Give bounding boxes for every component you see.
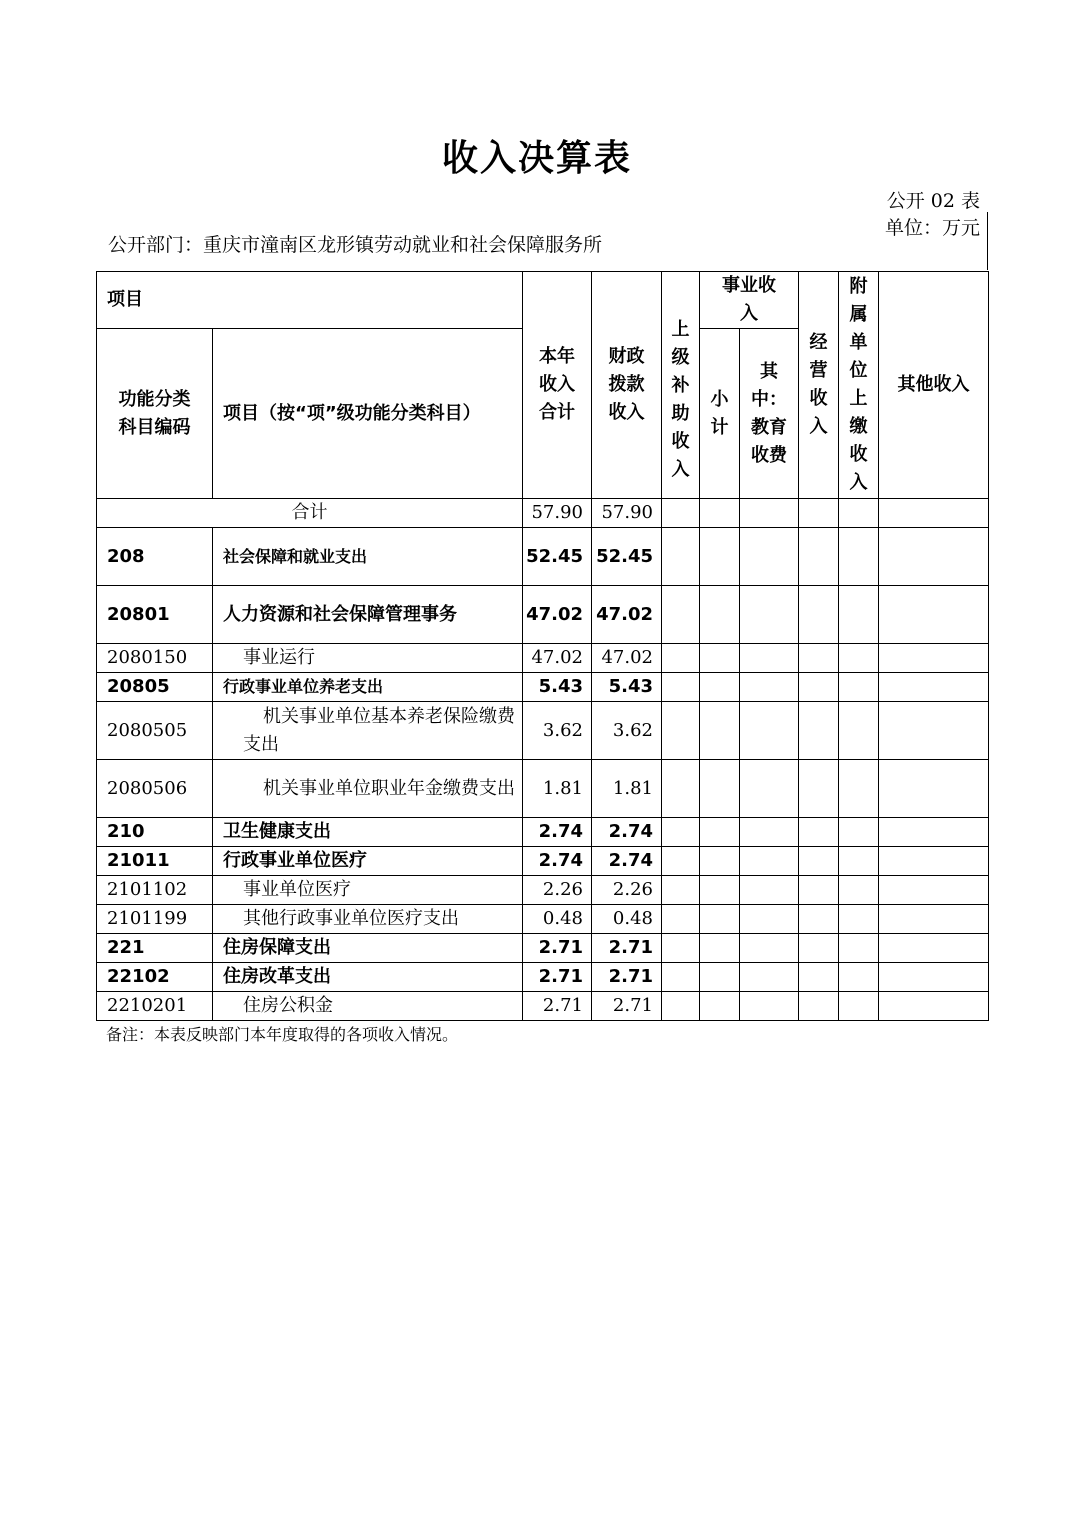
header-operating: 经营收入 (799, 272, 839, 499)
empty-cell (839, 934, 879, 963)
table-row (97, 963, 989, 992)
row-fiscal: 2.74 (592, 818, 662, 847)
row-fiscal: 52.45 (592, 528, 662, 586)
footnote: 备注：本表反映部门本年度取得的各项收入情况。 (106, 1025, 459, 1044)
table-row (97, 702, 989, 760)
empty-cell (799, 586, 839, 644)
table-row (97, 934, 989, 963)
header-affiliated: 附属单位上缴收入 (839, 272, 879, 499)
row-total: 2.26 (523, 876, 592, 905)
header-total-income: 本年收入合计 (523, 272, 592, 499)
row-code: 20805 (97, 673, 213, 702)
empty-cell (799, 934, 839, 963)
row-name: 卫生健康支出 (213, 818, 523, 847)
row-fiscal: 2.71 (592, 992, 662, 1021)
empty-cell (700, 992, 740, 1021)
empty-cell (879, 528, 989, 586)
empty-cell (879, 702, 989, 760)
empty-cell (879, 847, 989, 876)
empty-cell (839, 963, 879, 992)
row-fiscal: 2.71 (592, 963, 662, 992)
empty-cell (662, 673, 700, 702)
row-code: 2080150 (97, 644, 213, 673)
empty-cell (662, 818, 700, 847)
empty-cell (740, 963, 799, 992)
total-fiscal-value: 57.90 (592, 499, 662, 528)
table-row (97, 760, 989, 818)
row-total: 2.74 (523, 818, 592, 847)
header-project: 项目 (97, 272, 523, 329)
empty-cell (799, 992, 839, 1021)
row-total: 3.62 (523, 702, 592, 760)
empty-cell (799, 905, 839, 934)
empty-cell (700, 934, 740, 963)
row-name: 住房改革支出 (213, 963, 523, 992)
row-fiscal: 2.71 (592, 934, 662, 963)
empty-cell (740, 992, 799, 1021)
table-row (97, 818, 989, 847)
row-code: 221 (97, 934, 213, 963)
empty-cell (700, 760, 740, 818)
table-row (97, 876, 989, 905)
empty-cell (740, 818, 799, 847)
row-fiscal: 2.74 (592, 847, 662, 876)
header-edu-fee: 其中：教育收费 (740, 329, 799, 499)
empty-cell (662, 528, 700, 586)
table-row (97, 644, 989, 673)
empty-cell (879, 760, 989, 818)
empty-cell (740, 644, 799, 673)
table-row (97, 528, 989, 586)
row-name: 社会保障和就业支出 (213, 528, 523, 586)
empty-cell (740, 586, 799, 644)
table-row (97, 673, 989, 702)
empty-cell (662, 905, 700, 934)
empty-cell (662, 992, 700, 1021)
empty-cell (879, 963, 989, 992)
row-name: 其他行政事业单位医疗支出 (213, 905, 523, 934)
empty-cell (662, 702, 700, 760)
empty-cell (879, 673, 989, 702)
row-fiscal: 2.26 (592, 876, 662, 905)
header-superior: 上级补助收入 (662, 272, 700, 499)
row-name: 人力资源和社会保障管理事务 (213, 586, 523, 644)
row-fiscal: 5.43 (592, 673, 662, 702)
row-total: 47.02 (523, 586, 592, 644)
empty-cell (799, 876, 839, 905)
empty-cell (662, 760, 700, 818)
empty-cell (879, 586, 989, 644)
unit-label: 单位：万元 (884, 217, 980, 239)
row-name: 行政事业单位医疗 (213, 847, 523, 876)
empty-cell (700, 673, 740, 702)
row-fiscal: 47.02 (592, 644, 662, 673)
total-row (97, 499, 989, 528)
table-row (97, 905, 989, 934)
table-row (97, 586, 989, 644)
empty-cell (700, 644, 740, 673)
header-fiscal: 财政拨款收入 (592, 272, 662, 499)
empty-cell (700, 963, 740, 992)
empty-cell (662, 847, 700, 876)
empty-cell (740, 528, 799, 586)
row-code: 20801 (97, 586, 213, 644)
row-code: 2080506 (97, 760, 213, 818)
empty-cell (879, 905, 989, 934)
empty-cell (740, 876, 799, 905)
empty-cell (839, 528, 879, 586)
row-total: 5.43 (523, 673, 592, 702)
empty-cell (740, 702, 799, 760)
header-business: 事业收入 (700, 272, 799, 329)
empty-cell (839, 876, 879, 905)
empty-cell (700, 847, 740, 876)
empty-cell (700, 702, 740, 760)
empty-cell (879, 644, 989, 673)
empty-cell (740, 934, 799, 963)
row-name: 事业运行 (213, 644, 523, 673)
row-code: 2101102 (97, 876, 213, 905)
empty-cell (662, 644, 700, 673)
table-row (97, 847, 989, 876)
empty-cell (839, 818, 879, 847)
empty-cell (662, 876, 700, 905)
empty-cell (700, 818, 740, 847)
empty-cell (740, 760, 799, 818)
empty-cell (799, 847, 839, 876)
row-total: 47.02 (523, 644, 592, 673)
empty-cell (740, 673, 799, 702)
row-total: 2.71 (523, 963, 592, 992)
header-subtotal: 小计 (700, 329, 740, 499)
empty-cell (799, 673, 839, 702)
row-name: 机关事业单位基本养老保险缴费支出 (213, 702, 523, 760)
row-name: 机关事业单位职业年金缴费支出 (213, 760, 523, 818)
row-fiscal: 47.02 (592, 586, 662, 644)
empty-cell (740, 905, 799, 934)
row-total: 52.45 (523, 528, 592, 586)
empty-cell (700, 586, 740, 644)
empty-cell (700, 528, 740, 586)
empty-cell (879, 818, 989, 847)
empty-cell (662, 963, 700, 992)
empty-cell (839, 702, 879, 760)
empty-cell (839, 586, 879, 644)
row-name: 行政事业单位养老支出 (213, 673, 523, 702)
row-name: 住房保障支出 (213, 934, 523, 963)
form-number: 公开 02 表 (886, 190, 980, 212)
empty-cell (799, 818, 839, 847)
empty-cell (839, 644, 879, 673)
empty-cell (799, 760, 839, 818)
empty-cell (879, 876, 989, 905)
row-code: 21011 (97, 847, 213, 876)
row-fiscal: 3.62 (592, 702, 662, 760)
row-total: 2.71 (523, 934, 592, 963)
empty-cell (662, 934, 700, 963)
row-total: 2.71 (523, 992, 592, 1021)
row-total: 0.48 (523, 905, 592, 934)
row-name: 事业单位医疗 (213, 876, 523, 905)
header-func-code: 功能分类科目编码 (97, 329, 213, 499)
row-code: 2210201 (97, 992, 213, 1021)
row-name: 住房公积金 (213, 992, 523, 1021)
row-code: 22102 (97, 963, 213, 992)
empty-cell (839, 905, 879, 934)
empty-cell (700, 876, 740, 905)
empty-cell (799, 702, 839, 760)
empty-cell (799, 528, 839, 586)
total-income-value: 57.90 (523, 499, 592, 528)
empty-cell (879, 992, 989, 1021)
empty-cell (839, 992, 879, 1021)
income-table (96, 271, 989, 1021)
empty-cell (740, 847, 799, 876)
row-code: 210 (97, 818, 213, 847)
row-fiscal: 0.48 (592, 905, 662, 934)
row-total: 1.81 (523, 760, 592, 818)
total-label: 合计 (97, 499, 523, 528)
empty-cell (799, 644, 839, 673)
row-total: 2.74 (523, 847, 592, 876)
empty-cell (662, 586, 700, 644)
empty-cell (839, 847, 879, 876)
unit-divider (987, 212, 988, 270)
empty-cell (799, 963, 839, 992)
empty-cell (700, 905, 740, 934)
row-fiscal: 1.81 (592, 760, 662, 818)
row-code: 208 (97, 528, 213, 586)
header-item-name: 项目（按“项”级功能分类科目） (213, 329, 523, 499)
empty-cell (879, 934, 989, 963)
page-title: 收入决算表 (441, 138, 632, 179)
header-other: 其他收入 (879, 272, 989, 499)
department-label: 公开部门：重庆市潼南区龙形镇劳动就业和社会保障服务所 (108, 234, 603, 256)
table-row (97, 992, 989, 1021)
empty-cell (839, 673, 879, 702)
row-code: 2080505 (97, 702, 213, 760)
empty-cell (839, 760, 879, 818)
row-code: 2101199 (97, 905, 213, 934)
